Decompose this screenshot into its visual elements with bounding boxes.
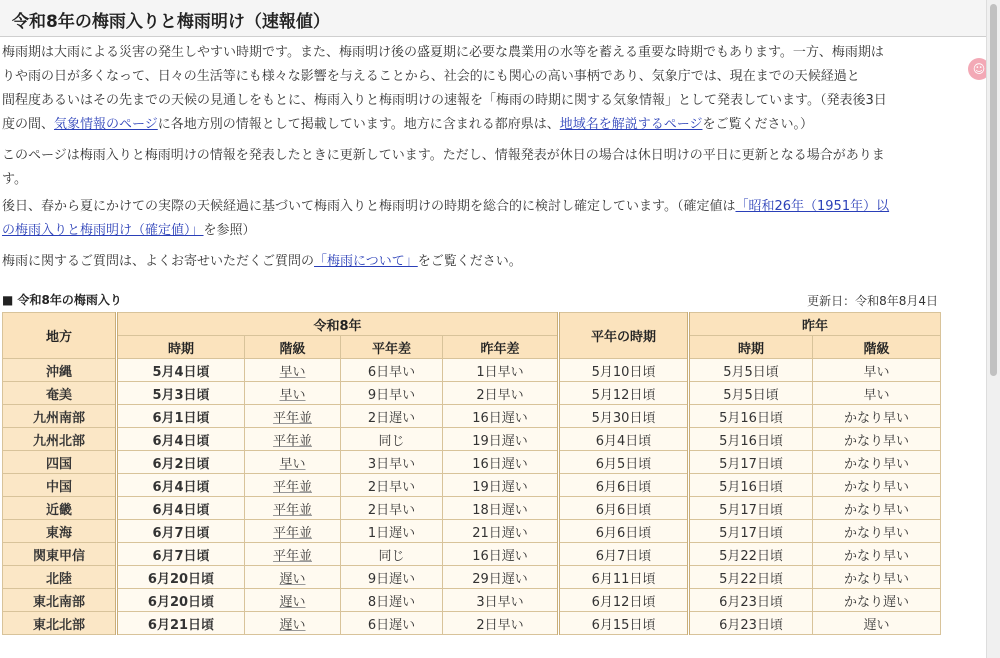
cell-region: 東海: [3, 520, 117, 543]
intro-paragraph-2: [2, 144, 986, 192]
cell-region: 沖縄: [3, 359, 117, 382]
cell-region: 九州南部: [3, 405, 117, 428]
confirmed-values-link-part2[interactable]: の梅雨入りと梅雨明け（確定値）」: [2, 223, 204, 238]
cell-ly-level: 早い: [813, 382, 941, 405]
cell-r8-normal-diff: 1日遅い: [341, 520, 443, 543]
cell-ly-level: かなり早い: [813, 428, 941, 451]
intro-p3-text-b: を参照）: [203, 223, 256, 238]
table-row: [3, 566, 941, 589]
cell-r8-period: 6月20日頃: [117, 589, 245, 612]
intro-p1-text-a: 度の間、: [2, 117, 55, 132]
cell-ly-level: 遅い: [813, 612, 941, 635]
pink-circle-icon[interactable]: ☺: [968, 58, 986, 80]
scrollbar-thumb[interactable]: [990, 4, 997, 376]
intro-p4-text-a: 梅雨に関するご質問は、よくお寄せいただくご質問の: [2, 254, 315, 269]
table-row: [3, 543, 941, 566]
cell-r8-normal-diff: 9日早い: [341, 382, 443, 405]
cell-ly-period: 5月17日頃: [689, 497, 813, 520]
header-r8-normal-diff: 平年差: [341, 336, 443, 359]
cell-r8-lastyear-diff: 2日早い: [443, 382, 559, 405]
page-title: 令和8年の梅雨入りと梅雨明け（速報値）: [0, 0, 986, 37]
intro-p4-text-b: をご覧ください。: [417, 254, 522, 269]
table-row: [3, 612, 941, 635]
table-row: [3, 359, 941, 382]
section-heading: ■ 令和8年の梅雨入り: [2, 293, 122, 307]
intro-p1-line1: 梅雨期は大雨による災害の発生しやすい時期です。また、梅雨明け後の盛夏期に必要な農業用の水等を蓄える重要な時期でもあります。一方、梅雨期は: [2, 45, 884, 60]
header-ly-level: 階級: [813, 336, 941, 359]
cell-r8-period: 6月4日頃: [117, 474, 245, 497]
cell-region: 北陸: [3, 566, 117, 589]
cell-r8-level: 遅い: [245, 612, 341, 635]
intro-p1-line2: りや雨の日が多くなって、日々の生活等にも様々な影響を与えることから、社会的にも関心の高い事柄であり、気象庁では、現在までの天候経過と: [2, 69, 860, 84]
cell-ly-period: 5月16日頃: [689, 428, 813, 451]
cell-normal-period: 6月15日頃: [559, 612, 689, 635]
cell-ly-period: 5月17日頃: [689, 520, 813, 543]
cell-r8-normal-diff: 3日早い: [341, 451, 443, 474]
cell-r8-normal-diff: 2日遅い: [341, 405, 443, 428]
weather-info-page-link[interactable]: 気象情報のページ: [54, 117, 158, 132]
cell-r8-period: 6月7日頃: [117, 520, 245, 543]
cell-ly-period: 5月22日頃: [689, 543, 813, 566]
cell-r8-period: 6月7日頃: [117, 543, 245, 566]
cell-ly-period: 5月16日頃: [689, 405, 813, 428]
header-ly-period: 時期: [689, 336, 813, 359]
confirmed-values-link-part1[interactable]: 「昭和26年（1951年）以: [735, 199, 890, 214]
cell-r8-level: 平年並: [245, 497, 341, 520]
header-region: 地方: [3, 313, 117, 359]
cell-r8-level: 早い: [245, 382, 341, 405]
cell-normal-period: 6月5日頃: [559, 451, 689, 474]
intro-p2-line1: このページは梅雨入りと梅雨明けの情報を発表したときに更新しています。ただし、情報発表が休日の場合は休日明けの平日に更新となる場合がありま: [2, 148, 885, 163]
cell-r8-lastyear-diff: 1日早い: [443, 359, 559, 382]
cell-r8-period: 6月4日頃: [117, 428, 245, 451]
cell-r8-period: 6月21日頃: [117, 612, 245, 635]
intro-p3-line2: [2, 219, 986, 243]
intro-p1-text-b: に各地方別の情報として掲載しています。地方に含まれる都府県は、: [157, 117, 560, 132]
region-name-page-link[interactable]: 地域名を解説するページ: [559, 117, 703, 132]
cell-normal-period: 5月30日頃: [559, 405, 689, 428]
cell-r8-lastyear-diff: 19日遅い: [443, 474, 559, 497]
table-row: [3, 474, 941, 497]
cell-ly-level: 早い: [813, 359, 941, 382]
cell-normal-period: 5月12日頃: [559, 382, 689, 405]
cell-normal-period: 5月10日頃: [559, 359, 689, 382]
cell-r8-level: 平年並: [245, 520, 341, 543]
table-body: [3, 359, 941, 635]
cell-ly-level: かなり早い: [813, 566, 941, 589]
intro-p3-line1: [2, 195, 986, 219]
intro-p1-text-c: をご覧ください。）: [702, 117, 813, 132]
cell-ly-level: かなり早い: [813, 543, 941, 566]
cell-region: 奄美: [3, 382, 117, 405]
cell-r8-normal-diff: 2日早い: [341, 474, 443, 497]
cell-r8-lastyear-diff: 3日早い: [443, 589, 559, 612]
cell-r8-normal-diff: 2日早い: [341, 497, 443, 520]
about-tsuyu-faq-link[interactable]: 「梅雨について」: [314, 254, 418, 269]
cell-region: 関東甲信: [3, 543, 117, 566]
header-r8-period: 時期: [117, 336, 245, 359]
table-row: [3, 382, 941, 405]
intro-p3-text-a: 後日、春から夏にかけての実際の天候経過に基づいて梅雨入りと梅雨明けの時期を総合的に検討し確定しています。（確定値は: [2, 199, 736, 214]
intro-paragraph-1: [2, 41, 986, 137]
table-row: [3, 497, 941, 520]
cell-normal-period: 6月6日頃: [559, 497, 689, 520]
cell-r8-lastyear-diff: 21日遅い: [443, 520, 559, 543]
cell-region: 東北北部: [3, 612, 117, 635]
rainy-season-table: [2, 312, 941, 635]
cell-r8-normal-diff: 同じ: [341, 543, 443, 566]
cell-region: 九州北部: [3, 428, 117, 451]
cell-r8-normal-diff: 8日遅い: [341, 589, 443, 612]
cell-r8-lastyear-diff: 16日遅い: [443, 405, 559, 428]
cell-r8-period: 6月2日頃: [117, 451, 245, 474]
cell-r8-lastyear-diff: 18日遅い: [443, 497, 559, 520]
cell-ly-period: 5月5日頃: [689, 382, 813, 405]
cell-normal-period: 6月4日頃: [559, 428, 689, 451]
cell-region: 中国: [3, 474, 117, 497]
cell-r8-normal-diff: 9日遅い: [341, 566, 443, 589]
cell-r8-lastyear-diff: 2日早い: [443, 612, 559, 635]
header-normal-period: 平年の時期: [559, 313, 689, 359]
table-row: [3, 428, 941, 451]
cell-normal-period: 6月12日頃: [559, 589, 689, 612]
cell-region: 東北南部: [3, 589, 117, 612]
header-lastyear: 昨年: [689, 313, 941, 336]
cell-ly-period: 6月23日頃: [689, 612, 813, 635]
table-row: [3, 520, 941, 543]
cell-ly-level: かなり早い: [813, 405, 941, 428]
cell-r8-normal-diff: 6日遅い: [341, 612, 443, 635]
cell-r8-normal-diff: 同じ: [341, 428, 443, 451]
intro-paragraph-4: [2, 250, 986, 274]
cell-r8-level: 遅い: [245, 589, 341, 612]
cell-region: 四国: [3, 451, 117, 474]
cell-ly-level: かなり早い: [813, 474, 941, 497]
intro-paragraph-3: [2, 195, 986, 243]
header-r8-lastyear-diff: 昨年差: [443, 336, 559, 359]
header-r8: 令和8年: [117, 313, 559, 336]
cell-region: 近畿: [3, 497, 117, 520]
cell-ly-level: かなり早い: [813, 451, 941, 474]
cell-r8-period: 6月1日頃: [117, 405, 245, 428]
cell-ly-period: 5月22日頃: [689, 566, 813, 589]
intro-p4-line: [2, 250, 986, 274]
cell-r8-period: 6月20日頃: [117, 566, 245, 589]
cell-r8-lastyear-diff: 19日遅い: [443, 428, 559, 451]
header-r8-level: 階級: [245, 336, 341, 359]
intro-p1-line4: [2, 113, 986, 137]
cell-r8-normal-diff: 6日早い: [341, 359, 443, 382]
cell-ly-level: かなり早い: [813, 497, 941, 520]
cell-normal-period: 6月6日頃: [559, 474, 689, 497]
cell-r8-level: 平年並: [245, 428, 341, 451]
cell-r8-period: 6月4日頃: [117, 497, 245, 520]
table-row: [3, 405, 941, 428]
cell-r8-level: 平年並: [245, 405, 341, 428]
cell-normal-period: 6月11日頃: [559, 566, 689, 589]
cell-r8-level: 平年並: [245, 543, 341, 566]
cell-r8-lastyear-diff: 16日遅い: [443, 451, 559, 474]
cell-r8-lastyear-diff: 16日遅い: [443, 543, 559, 566]
intro-p2-line2: す。: [2, 172, 27, 187]
cell-ly-period: 5月5日頃: [689, 359, 813, 382]
cell-r8-level: 早い: [245, 451, 341, 474]
table-row: [3, 451, 941, 474]
cell-ly-level: かなり早い: [813, 520, 941, 543]
cell-ly-period: 6月23日頃: [689, 589, 813, 612]
cell-normal-period: 6月6日頃: [559, 520, 689, 543]
updated-date: 更新日：令和8年8月4日: [807, 294, 938, 308]
cell-r8-lastyear-diff: 29日遅い: [443, 566, 559, 589]
cell-r8-period: 5月4日頃: [117, 359, 245, 382]
cell-ly-level: かなり遅い: [813, 589, 941, 612]
cell-r8-level: 早い: [245, 359, 341, 382]
cell-r8-level: 遅い: [245, 566, 341, 589]
intro-p1-line3: 間程度あるいはその先までの天候の見通しをもとに、梅雨入りと梅雨明けの速報を「梅雨の時期に関する気象情報」として発表しています。（発表後3日: [2, 93, 887, 108]
table-row: [3, 589, 941, 612]
cell-r8-level: 平年並: [245, 474, 341, 497]
cell-r8-period: 5月3日頃: [117, 382, 245, 405]
cell-ly-period: 5月16日頃: [689, 474, 813, 497]
cell-normal-period: 6月7日頃: [559, 543, 689, 566]
cell-ly-period: 5月17日頃: [689, 451, 813, 474]
vertical-scrollbar[interactable]: [986, 0, 1000, 658]
